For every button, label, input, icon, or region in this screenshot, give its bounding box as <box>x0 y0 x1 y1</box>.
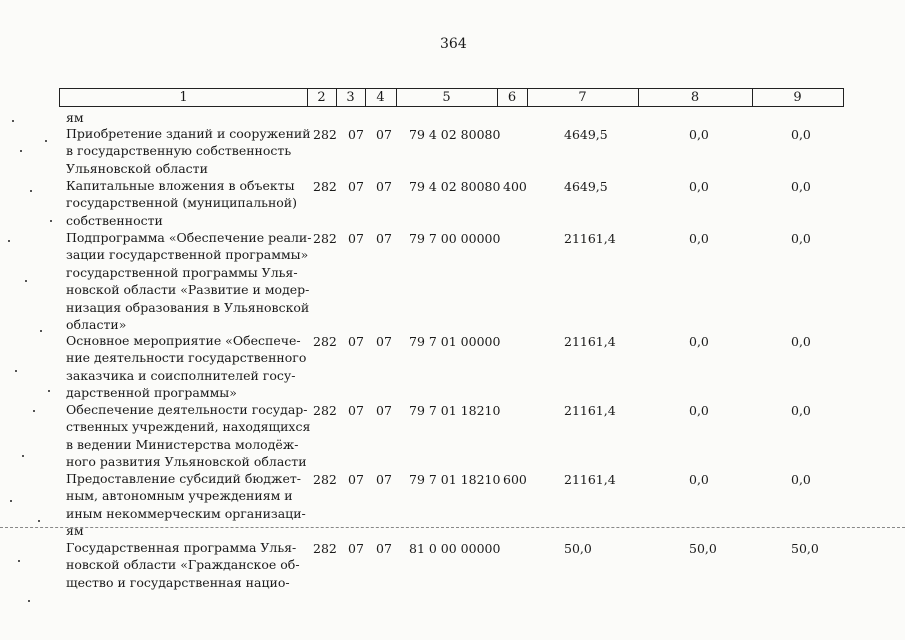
scan-noise <box>20 150 22 152</box>
cell-c3: 07 <box>348 334 364 349</box>
cell-c5: 79 4 02 80080 <box>409 179 501 194</box>
cell-c8: 0,0 <box>689 472 709 487</box>
scan-noise <box>48 390 50 392</box>
cell-c7: 21161,4 <box>564 403 616 418</box>
page-number: 364 <box>440 36 467 52</box>
cell-c4: 07 <box>376 231 392 246</box>
cell-c9: 50,0 <box>791 541 819 556</box>
cell-c5: 81 0 00 00000 <box>409 541 501 556</box>
description-line: Государственная программа Улья- <box>66 540 297 555</box>
scan-noise <box>12 120 14 122</box>
header-col-5: 5 <box>396 89 498 106</box>
description-line: государственной программы Улья- <box>66 264 298 280</box>
cell-c2: 282 <box>313 179 337 194</box>
description-line: новской области «Гражданское об- <box>66 557 300 573</box>
description-line: Предоставление субсидий бюджет- <box>66 471 301 486</box>
cell-c3: 07 <box>348 472 364 487</box>
cell-c2: 282 <box>313 403 337 418</box>
scan-noise <box>18 560 20 562</box>
description-line: ям <box>66 523 84 539</box>
scan-noise <box>10 500 12 502</box>
description-line: ным, автономным учреждениям и <box>66 488 293 504</box>
cell-c7: 21161,4 <box>564 231 616 246</box>
scan-noise <box>50 220 52 222</box>
header-col-9: 9 <box>793 90 802 105</box>
cell-c6: 600 <box>503 472 527 487</box>
cell-c8: 0,0 <box>689 231 709 246</box>
description-line: собственности <box>66 212 163 228</box>
row-description <box>66 401 311 471</box>
row-description <box>66 332 307 402</box>
header-col-1: 1 <box>60 89 308 106</box>
scan-noise <box>30 190 32 192</box>
cell-c9: 0,0 <box>791 127 811 142</box>
cell-c4: 07 <box>376 541 392 556</box>
row-description <box>66 539 302 591</box>
cell-c3: 07 <box>348 231 364 246</box>
cell-c8: 50,0 <box>689 541 717 556</box>
cell-c4: 07 <box>376 403 392 418</box>
cell-c9: 0,0 <box>791 231 811 246</box>
cell-c2: 282 <box>313 541 337 556</box>
cell-c5: 79 7 01 18210 <box>409 472 501 487</box>
scan-noise <box>40 330 42 332</box>
scan-noise <box>8 240 10 242</box>
cell-c8: 0,0 <box>689 403 709 418</box>
cell-c5: 79 4 02 80080 <box>409 127 501 142</box>
cell-c2: 282 <box>313 334 337 349</box>
header-col-6: 6 <box>497 89 528 106</box>
scan-noise <box>45 140 47 142</box>
cell-c4: 07 <box>376 334 392 349</box>
description-line: Подпрограмма «Обеспечение реали- <box>66 230 312 245</box>
cell-c5: 79 7 01 18210 <box>409 403 501 418</box>
description-line: дарственной программы» <box>66 385 237 401</box>
cell-c9: 0,0 <box>791 334 811 349</box>
scan-noise <box>25 280 27 282</box>
cell-c4: 07 <box>376 127 392 142</box>
cell-c8: 0,0 <box>689 334 709 349</box>
continued-fragment: ям <box>66 110 84 125</box>
header-col-7: 7 <box>527 89 639 106</box>
description-line: в ведении Министерства молодёж- <box>66 436 299 452</box>
scan-noise <box>28 600 30 602</box>
description-line: зации государственной программы» <box>66 247 309 263</box>
description-line: щество и государственная нацио- <box>66 574 290 590</box>
cell-c9: 0,0 <box>791 179 811 194</box>
description-line: Обеспечение деятельности государ- <box>66 402 308 417</box>
description-line: Основное мероприятие «Обеспече- <box>66 333 301 348</box>
description-line: ственных учреждений, находящихся <box>66 419 311 435</box>
table-header <box>59 88 844 107</box>
description-line: иным некоммерческим организаци- <box>66 505 306 521</box>
description-line: ного развития Ульяновской области <box>66 454 307 470</box>
description-line: области» <box>66 317 127 333</box>
cell-c4: 07 <box>376 472 392 487</box>
row-description <box>66 125 311 177</box>
description-line: Ульяновской области <box>66 160 208 176</box>
cell-c8: 0,0 <box>689 127 709 142</box>
cell-c2: 282 <box>313 472 337 487</box>
scan-noise <box>33 410 35 412</box>
scan-noise <box>22 455 24 457</box>
cell-c7: 21161,4 <box>564 472 616 487</box>
row-description <box>66 177 302 229</box>
cell-c8: 0,0 <box>689 179 709 194</box>
description-line: в государственную собственность <box>66 143 292 159</box>
row-description <box>66 470 306 540</box>
cell-c7: 4649,5 <box>564 179 608 194</box>
description-line: Капитальные вложения в объекты <box>66 178 295 193</box>
cell-c2: 282 <box>313 231 337 246</box>
cell-c3: 07 <box>348 541 364 556</box>
header-col-4: 4 <box>365 89 397 106</box>
description-line: государственной (муниципальной) <box>66 195 298 211</box>
description-line: ние деятельности государственного <box>66 350 307 366</box>
cell-c6: 400 <box>503 179 527 194</box>
cell-c5: 79 7 00 00000 <box>409 231 501 246</box>
row-description <box>66 229 312 333</box>
description-line: низация образования в Ульяновской <box>66 299 310 315</box>
cell-c9: 0,0 <box>791 472 811 487</box>
header-col-3: 3 <box>336 89 366 106</box>
header-col-2: 2 <box>307 89 337 106</box>
cell-c2: 282 <box>313 127 337 142</box>
description-line: Приобретение зданий и сооружений <box>66 126 311 141</box>
cell-c7: 4649,5 <box>564 127 608 142</box>
description-line: заказчика и соисполнителей госу- <box>66 367 296 383</box>
header-col-8: 8 <box>638 89 753 106</box>
description-line: новской области «Развитие и модер- <box>66 282 310 298</box>
scan-noise <box>15 370 17 372</box>
cell-c7: 50,0 <box>564 541 592 556</box>
scan-artifact-line <box>0 527 905 529</box>
cell-c4: 07 <box>376 179 392 194</box>
cell-c5: 79 7 01 00000 <box>409 334 501 349</box>
scan-noise <box>38 520 40 522</box>
cell-c3: 07 <box>348 179 364 194</box>
cell-c9: 0,0 <box>791 403 811 418</box>
cell-c3: 07 <box>348 127 364 142</box>
cell-c7: 21161,4 <box>564 334 616 349</box>
cell-c3: 07 <box>348 403 364 418</box>
